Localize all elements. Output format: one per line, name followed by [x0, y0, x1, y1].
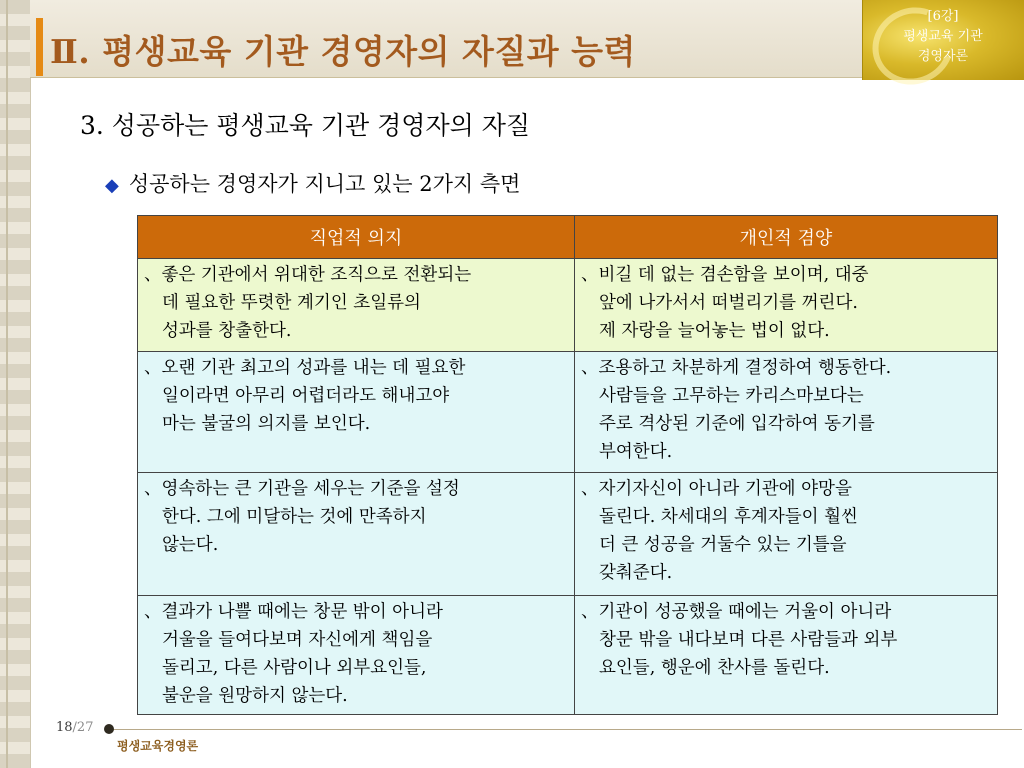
cell-line: 갖춰준다. — [599, 563, 673, 583]
corner-label — [862, 7, 1024, 67]
cell-line: 주로 격상된 기준에 입각하여 동기를 — [599, 414, 875, 434]
cell-line: 、영속하는 큰 기관을 세우는 기준을 설정 — [144, 479, 460, 499]
cell-line: 、조용하고 차분하게 결정하여 행동한다. — [581, 358, 892, 378]
cell-line: 、비길 데 없는 겸손함을 보이며, 대중 — [581, 265, 869, 285]
table-cell — [138, 473, 575, 596]
cell-line: 데 필요한 뚜렷한 계기인 초일류의 — [162, 293, 421, 313]
cell-line: 창문 밖을 내다보며 다른 사람들과 외부 — [599, 630, 898, 650]
footer-course-label: 평생교육경영론 — [117, 739, 199, 753]
cell-line: 돌리고, 다른 사람이나 외부요인들, — [162, 658, 427, 678]
table-cell — [138, 259, 575, 352]
cell-line: 일이라면 아무리 어렵더라도 해내고야 — [162, 386, 450, 406]
diamond-bullet-icon: ◆ — [105, 175, 119, 196]
title-accent-bar — [36, 18, 43, 76]
column-header-personal-humility: 개인적 겸양 — [575, 216, 998, 259]
cell-line: 않는다. — [162, 535, 219, 555]
cell-line: 한다. 그에 미달하는 것에 만족하지 — [162, 507, 427, 527]
cell-line: 더 큰 성공을 거둘수 있는 기틀을 — [599, 535, 847, 555]
footer-dot-icon — [104, 724, 114, 734]
table-row — [138, 352, 998, 473]
page-title: Ⅱ. 평생교육 기관 경영자의 자질과 능력 — [50, 32, 636, 71]
table-header-row — [138, 216, 998, 259]
decorative-left-strip — [0, 0, 31, 768]
table-cell — [575, 596, 998, 715]
cell-line: 、기관이 성공했을 때에는 거울이 아니라 — [581, 602, 892, 622]
corner-line-course: 경영자론 — [917, 49, 969, 64]
table-cell — [138, 352, 575, 473]
corner-line-subject: 평생교육 기관 — [903, 29, 983, 44]
table-cell — [138, 596, 575, 715]
cell-line: 마는 불굴의 의지를 보인다. — [162, 414, 371, 434]
cell-line: 요인들, 행운에 찬사를 돌린다. — [599, 658, 830, 678]
cell-line: 、좋은 기관에서 위대한 조직으로 전환되는 — [144, 265, 472, 285]
cell-line: 、결과가 나쁠 때에는 창문 밖이 아니라 — [144, 602, 443, 622]
cell-line: 사람들을 고무하는 카리스마보다는 — [599, 386, 864, 406]
table-row — [138, 259, 998, 352]
bullet-item — [105, 168, 520, 198]
page-current: 18 — [56, 720, 73, 735]
table-cell — [575, 352, 998, 473]
page-number — [56, 720, 93, 735]
table-row — [138, 473, 998, 596]
table-cell — [575, 259, 998, 352]
cell-line: 、오랜 기관 최고의 성과를 내는 데 필요한 — [144, 358, 466, 378]
comparison-table — [137, 215, 998, 715]
bullet-text: 성공하는 경영자가 지니고 있는 2가지 측면 — [128, 172, 521, 196]
cell-line: 불운을 원망하지 않는다. — [162, 686, 348, 706]
footer-divider — [110, 729, 1022, 730]
table-row — [138, 596, 998, 715]
cell-line: 거울을 들여다보며 자신에게 책임을 — [162, 630, 433, 650]
table-cell — [575, 473, 998, 596]
cell-line: 앞에 나가서서 떠벌리기를 꺼린다. — [599, 293, 858, 313]
column-header-professional-will: 직업적 의지 — [138, 216, 575, 259]
cell-line: 제 자랑을 늘어놓는 법이 없다. — [599, 321, 830, 341]
corner-line-lecture: [6강] — [927, 9, 959, 24]
page-total: /27 — [72, 720, 94, 735]
cell-line: 부여한다. — [599, 442, 673, 462]
section-title: 3. 성공하는 평생교육 기관 경영자의 자질 — [80, 111, 530, 140]
cell-line: 돌린다. 차세대의 후계자들이 훨씬 — [599, 507, 858, 527]
cell-line: 성과를 창출한다. — [162, 321, 292, 341]
cell-line: 、자기자신이 아니라 기관에 야망을 — [581, 479, 852, 499]
